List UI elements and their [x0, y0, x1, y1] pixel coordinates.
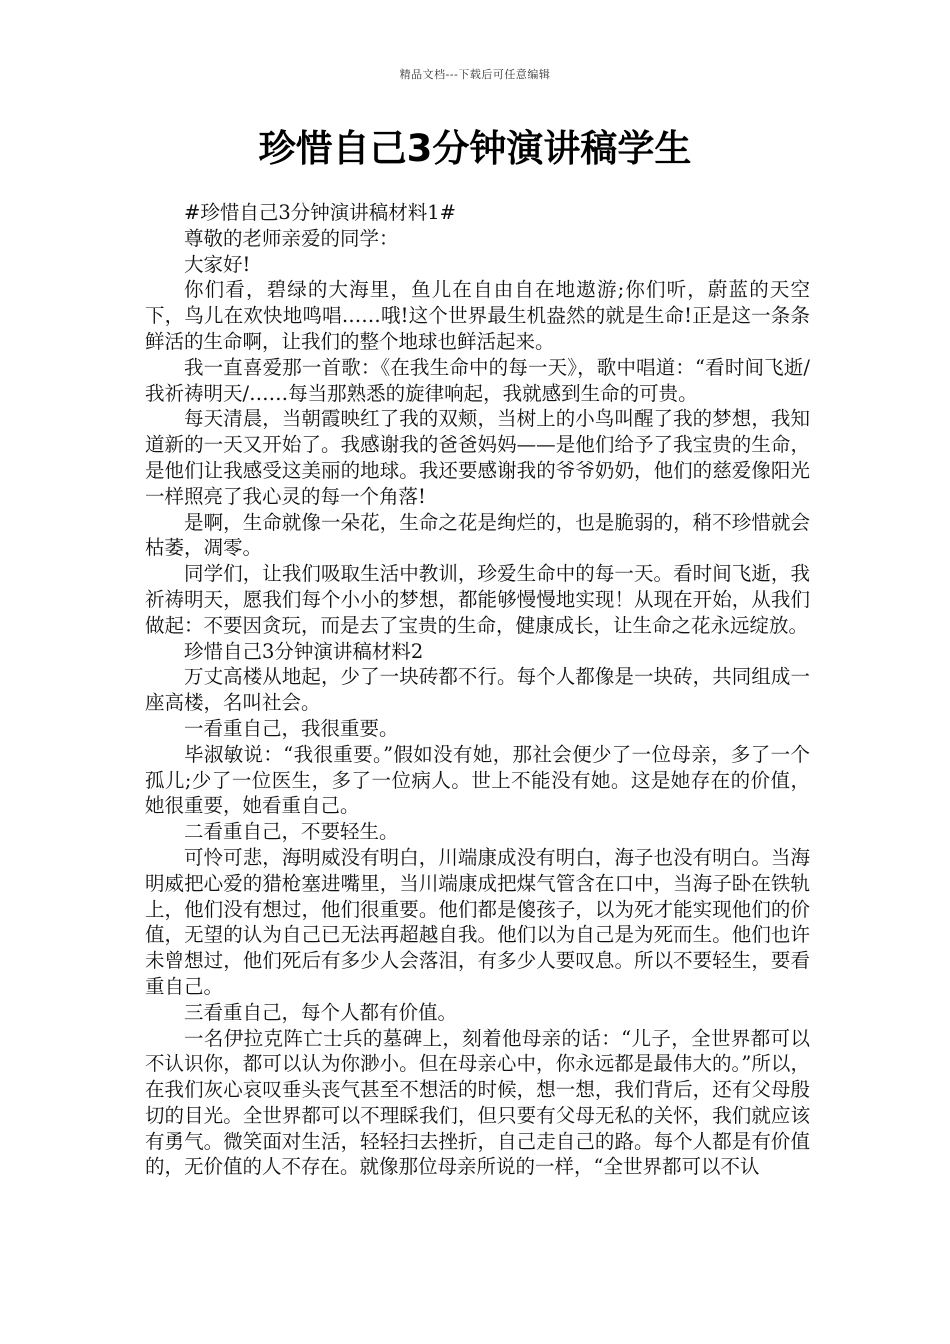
paragraph: 万丈高楼从地起，少了一块砖都不行。每个人都像是一块砖，共同组成一座高楼，名叫社会。 [145, 665, 810, 715]
paragraph-salutation: 尊敬的老师亲爱的同学： [184, 226, 399, 250]
page-header-note: 精品文档---下载后可任意编辑 [399, 68, 551, 81]
paragraph: 毕淑敏说：“我很重要。”假如没有她，那社会便少了一位母亲，多了一个孤儿;少了一位医生，多了一位病人。世上不能没有她。这是她存在的价值，她很重要，她看重自己。 [145, 742, 810, 818]
paragraph-material-1-heading: #珍惜自己3分钟演讲稿材料1# [184, 201, 456, 224]
paragraph: 是啊，生命就像一朵花，生命之花是绚烂的，也是脆弱的，稍不珍惜就会枯萎，凋零。 [145, 510, 810, 560]
paragraph: 一名伊拉克阵亡士兵的墓碑上，刻着他母亲的话：“儿子，全世界都可以不认识你，都可以认为你渺小。但在母亲心中，你永远都是最伟大的。”所以，在我们灰心哀叹垂头丧气甚至不想活的时候，想一想，我们背后，还有父母殷切的目光。全世界都可以不理睬我们，但只要有父母无私的关怀，我们就应该有勇气。微笑面对生活，轻轻扫去挫折，自己走自己的路。每个人都是有价值的，无价值的人不存在。就像那位母亲所说的一样，“全世界都可以不认 [145, 1026, 810, 1179]
document-title: 珍惜自己3分钟演讲稿学生 [258, 127, 692, 170]
paragraph: 可怜可悲，海明威没有明白，川端康成没有明白，海子也没有明白。当海明威把心爱的猎枪塞进嘴里，当川端康成把煤气管含在口中，当海子卧在铁轨上，他们没有想过，他们很重要。他们都是傻孩子，以为死才能实现他们的价值，无望的认为自己已无法再超越自我。他们以为自己是为死而生。他们也许未曾想过，他们死后有多少人会落泪，有多少人要叹息。所以不要轻生，要看重自己。 [145, 845, 810, 998]
paragraph-material-2-heading: 珍惜自己3分钟演讲稿材料2 [184, 639, 424, 663]
paragraph-section-heading: 二看重自己，不要轻生。 [184, 820, 399, 844]
paragraph: 我一直喜爱那一首歌：《在我生命中的每一天》，歌中唱道：“看时间飞逝/我祈祷明天/……每当那熟悉的旋律响起，我就感到生命的可贵。 [145, 355, 810, 405]
paragraph: 同学们，让我们吸取生活中教训，珍爱生命中的每一天。看时间飞逝，我祈祷明天，愿我们每个小小的梦想，都能够慢慢地实现！从现在开始，从我们做起：不要因贪玩，而是去了宝贵的生命，健康成长，让生命之花永远绽放。 [145, 562, 810, 637]
paragraph: 每天清晨，当朝霞映红了我的双颊，当树上的小鸟叫醒了我的梦想，我知道新的一天又开始了。我感谢我的爸爸妈妈——是他们给予了我宝贵的生命，是他们让我感受这美丽的地球。我还要感谢我的爷爷奶奶，他们的慈爱像阳光一样照亮了我心灵的每一个角落! [145, 407, 810, 508]
paragraph-section-heading: 三看重自己，每个人都有价值。 [184, 1000, 458, 1024]
paragraph: 你们看，碧绿的大海里，鱼儿在自由自在地遨游;你们听，蔚蓝的天空下，鸟儿在欢快地鸣唱……哦!这个世界最生机盎然的就是生命!正是这一条条鲜活的生命啊，让我们的整个地球也鲜活起来。 [145, 278, 810, 353]
paragraph-greeting: 大家好! [184, 252, 251, 276]
paragraph-section-heading: 一看重自己，我很重要。 [184, 716, 399, 740]
document-body [145, 200, 810, 1180]
